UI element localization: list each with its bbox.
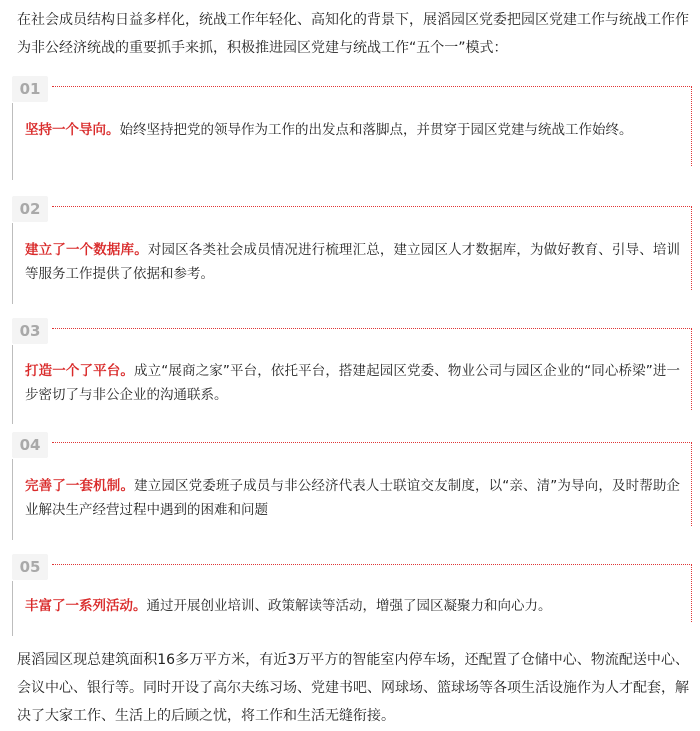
dotted-frame-right: [691, 328, 692, 410]
item-number-badge: 03: [12, 318, 48, 344]
item-number-badge: 02: [12, 196, 48, 222]
dotted-frame-right: [691, 206, 692, 290]
list-item-1: [12, 76, 692, 180]
item-left-rule: [12, 459, 13, 540]
item-left-rule: [12, 103, 13, 180]
item-body: 始终坚持把党的领导作为工作的出发点和落脚点，并贯穿于园区党建与统战工作始终。: [119, 122, 633, 138]
item-title: 完善了一套机制。: [25, 478, 135, 494]
intro-paragraph: 在社会成员结构日益多样化，统战工作年轻化、高知化的背景下，展滔园区党委把园区党建工作与统战工作作为非公经济统战的重要抓手来抓，积极推进园区党建与统战工作“五个一”模式：: [17, 12, 689, 56]
item-body: 建立园区党委班子成员与非公经济代表人士联谊交友制度，以“亲、清”为导向，及时帮助企业解决生产经营过程中遇到的困难和问题: [25, 478, 680, 518]
item-left-rule: [12, 581, 13, 636]
item-body: 通过开展创业培训、政策解读等活动，增强了园区凝聚力和向心力。: [146, 598, 552, 614]
item-title: 打造一个了平台。: [25, 363, 134, 379]
item-left-rule: [12, 345, 13, 424]
dotted-frame-top: [52, 206, 692, 207]
item-text: [25, 238, 680, 286]
dotted-frame-right: [691, 442, 692, 526]
item-title: 丰富了一系列活动。: [25, 598, 147, 614]
closing-paragraph: 展滔园区现总建筑面积16多万平方米，有近3万平方的智能室内停车场，还配置了仓储中心、物流配送中心、会议中心、银行等。同时开设了高尔夫练习场、党建书吧、网球场、篮球场等各项生活设施作为人才配套，解决了大家工作、生活上的后顾之忧，将工作和生活无缝衔接。: [17, 652, 689, 724]
item-body: 成立“展商之家”平台，依托平台，搭建起园区党委、物业公司与园区企业的“同心桥梁”进一步密切了与非公企业的沟通联系。: [25, 363, 680, 403]
item-text: [25, 118, 680, 142]
item-left-rule: [12, 223, 13, 304]
item-text: [25, 474, 680, 522]
list-item-5: [12, 554, 692, 636]
item-number-badge: 01: [12, 76, 48, 102]
item-number-badge: 04: [12, 432, 48, 458]
item-text: [25, 594, 680, 618]
item-title: 坚持一个导向。: [25, 122, 120, 138]
item-number-badge: 05: [12, 554, 48, 580]
item-text: [25, 359, 680, 407]
list-item-4: [12, 432, 692, 540]
item-body: 对园区各类社会成员情况进行梳理汇总，建立园区人才数据库，为做好教育、引导、培训等服务工作提供了依据和参考。: [25, 242, 681, 282]
dotted-frame-top: [52, 328, 692, 329]
dotted-frame-right: [691, 86, 692, 166]
dotted-frame-top: [52, 564, 692, 565]
dotted-frame-top: [52, 86, 692, 87]
dotted-frame-top: [52, 442, 692, 443]
dotted-frame-right: [691, 564, 692, 622]
item-title: 建立了一个数据库。: [25, 242, 148, 258]
list-item-2: [12, 196, 692, 304]
list-item-3: [12, 318, 692, 424]
